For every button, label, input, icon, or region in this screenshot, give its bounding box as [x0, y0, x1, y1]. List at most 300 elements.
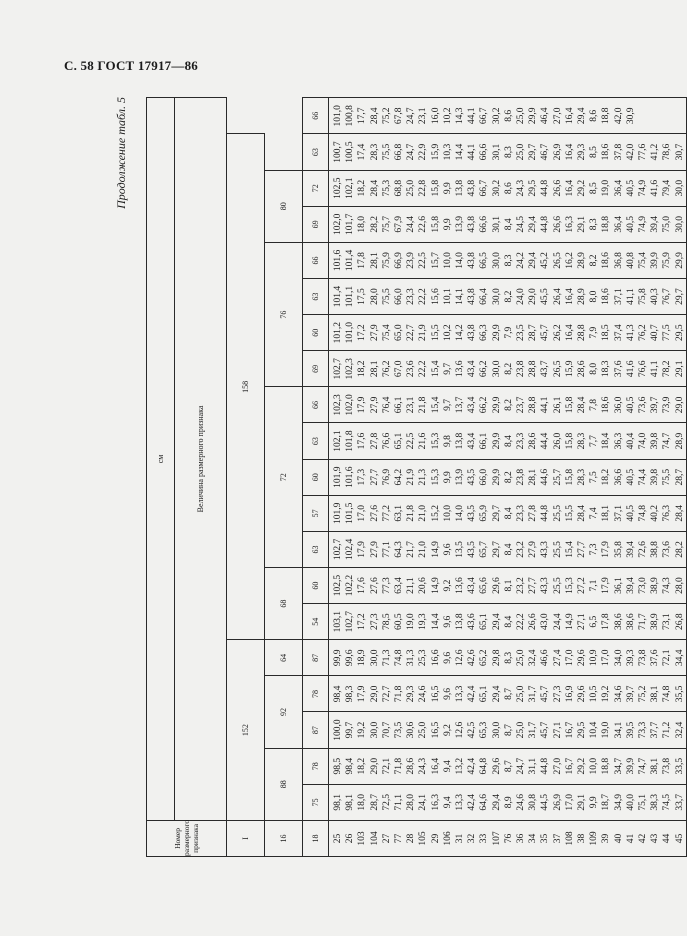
table-cell: 98,4: [333, 685, 343, 703]
table-cell: 9,7: [442, 399, 453, 411]
table-cell: 27,3: [552, 685, 563, 703]
table-cell: 68,8: [394, 179, 405, 197]
table-cell: 39,7: [650, 396, 661, 414]
data-column: [329, 170, 687, 206]
page-header: С. 58 ГОСТ 17917—86: [64, 58, 198, 73]
table-cell: 28,2: [369, 216, 380, 233]
table-cell: 64,8: [479, 757, 490, 775]
table-cell: 99,9: [333, 649, 343, 667]
table-cell: 39,5: [625, 721, 636, 739]
table-cell: 22,2: [516, 613, 527, 630]
table-cell: 26,5: [552, 252, 563, 269]
table-cell: 73,6: [638, 396, 649, 414]
table-cell: 99,6: [345, 649, 356, 667]
table-cell: 72,1: [381, 757, 392, 775]
table-cell: 26,2: [552, 324, 563, 341]
table-cell: 36,3: [613, 432, 624, 450]
table-cell: 42: [638, 833, 649, 844]
table-cell: 38,8: [650, 541, 661, 558]
table-cell: 8,3: [503, 146, 514, 158]
table-cell: 29,7: [491, 541, 502, 558]
table-cell: 42,0: [613, 107, 624, 125]
table-cell: 102,1: [333, 430, 343, 452]
table-cell: 71,7: [638, 613, 649, 630]
table-cell: 78,6: [662, 143, 673, 161]
table-cell: 40,5: [625, 505, 636, 522]
table-cell: 39,9: [625, 757, 636, 775]
header-group-l2: 76: [265, 242, 303, 387]
table-cell: 29,1: [577, 216, 588, 233]
table-cell: 66,6: [479, 143, 490, 161]
table-cell: 32: [467, 833, 478, 844]
table-cell: 34,9: [613, 794, 624, 811]
table-cell: 29,2: [577, 179, 588, 197]
table-cell: 24,2: [516, 252, 527, 269]
table-cell: 39,7: [625, 685, 636, 703]
table-cell: 102,7: [345, 611, 356, 633]
table-cell: 13,3: [455, 685, 466, 703]
table-cell: 10,5: [589, 685, 600, 703]
table-cell: 101,9: [333, 466, 343, 488]
table-cell: 28,6: [406, 757, 417, 775]
table-cell: 17,9: [601, 577, 612, 594]
table-cell: 22,8: [418, 179, 429, 197]
table-cell: 98,5: [333, 757, 343, 775]
table-cell: 29: [430, 833, 441, 844]
table-cell: 28,3: [577, 468, 588, 486]
table-cell: 39,8: [650, 432, 661, 450]
table-cell: 15,4: [430, 360, 441, 378]
table-cell: 15,9: [564, 360, 575, 378]
table-cell: 29,9: [491, 432, 502, 450]
table-cell: 26: [345, 833, 356, 844]
table-cell: 15,4: [430, 396, 441, 414]
table-cell: 76,9: [381, 468, 392, 486]
table-cell: 29,7: [674, 288, 685, 305]
header-subcolumn: 87: [303, 640, 329, 676]
table-cell: 8,4: [503, 435, 514, 447]
table-cell: 74,7: [638, 757, 649, 775]
table-cell: 13,9: [455, 216, 466, 233]
table-cell: 8,4: [503, 218, 514, 231]
table-cell: 75,1: [638, 794, 649, 811]
table-cell: 46,7: [540, 143, 551, 161]
table-cell: 8,7: [503, 760, 514, 773]
table-cell: 29,4: [577, 107, 588, 125]
table-cell: 39,4: [625, 577, 636, 594]
table-cell: 45,2: [540, 252, 551, 269]
table-cell: 34,1: [613, 721, 624, 739]
table-cell: 71,3: [381, 649, 392, 667]
table-cell: 76: [503, 833, 514, 844]
table-cell: 8,7: [503, 688, 514, 700]
table-cell: 33,5: [674, 757, 685, 775]
table-cell: 103,1: [333, 611, 343, 633]
table-cell: 18,8: [601, 216, 612, 233]
table-cell: 34,6: [613, 685, 624, 703]
table-cell: 44,1: [467, 143, 478, 161]
data-column: [329, 531, 687, 567]
header-group-l2: 64: [265, 640, 303, 676]
table-cell: 75,0: [662, 216, 673, 233]
table-cell: 76,6: [381, 432, 392, 450]
table-cell: 102,4: [345, 538, 356, 561]
table-cell: 9,4: [442, 760, 453, 773]
table-cell: 73,8: [662, 757, 673, 775]
table-cell: 9,6: [442, 651, 453, 664]
table-cell: 10,0: [442, 252, 453, 269]
table-cell: 28,8: [577, 324, 588, 341]
table-cell: 16,7: [564, 757, 575, 775]
table-cell: 29,6: [577, 649, 588, 667]
table-cell: 29,9: [528, 107, 539, 125]
table-cell: 27,3: [369, 613, 380, 630]
table-cell: 21,1: [406, 577, 417, 594]
value-header: Величина размерного признака: [175, 98, 227, 821]
table-cell: 24,7: [406, 107, 417, 125]
table-cell: 71,8: [394, 757, 405, 775]
table-cell: 109: [589, 831, 600, 846]
table-cell: 22,6: [418, 216, 429, 233]
table-cell: 9,9: [442, 218, 453, 231]
data-column: [329, 387, 687, 423]
table-cell: 25,3: [418, 649, 429, 667]
table-cell: 18,6: [601, 396, 612, 414]
table-cell: 9,6: [442, 688, 453, 700]
table-cell: 77,6: [638, 143, 649, 161]
table-cell: 16,3: [564, 216, 575, 233]
header-subcolumn: 54: [303, 604, 329, 640]
table-cell: 26,4: [552, 288, 563, 305]
table-cell: 24,5: [516, 216, 527, 233]
table-cell: 28: [406, 833, 417, 844]
table-cell: 36: [516, 833, 527, 844]
table-cell: 29,1: [577, 794, 588, 811]
table-cell: 30,7: [674, 143, 685, 161]
table-cell: 27,6: [369, 505, 380, 522]
table-cell: 15,8: [564, 396, 575, 414]
table-cell: 13,8: [455, 432, 466, 450]
table-cell: 24,3: [516, 179, 527, 197]
table-cell: 101,5: [345, 502, 356, 524]
table-cell: 15,9: [430, 143, 441, 161]
table-cell: 27,9: [369, 324, 380, 341]
table-cell: 29,9: [491, 324, 502, 341]
table-cell: 25: [333, 833, 343, 844]
table-cell: 25,5: [552, 577, 563, 594]
table-cell: 60,5: [394, 613, 405, 630]
table-cell: 76,2: [638, 324, 649, 341]
table-cell: 23,9: [406, 252, 417, 269]
table-cell: 27,1: [577, 613, 588, 630]
table-cell: 8,2: [503, 471, 514, 484]
table-cell: 15,5: [430, 324, 441, 341]
table-cell: 36,4: [613, 216, 624, 233]
table-cell: 75,7: [381, 216, 392, 233]
header-subcolumn: 18: [303, 820, 329, 856]
table-cell: 26,8: [674, 613, 685, 630]
table-cell: 25,7: [552, 468, 563, 486]
table-cell: 74,8: [662, 685, 673, 703]
table-cell: 19,0: [406, 613, 417, 630]
table-cell: 18,7: [601, 794, 612, 811]
table-cell: 16,4: [430, 757, 441, 775]
table-cell: 18,0: [357, 216, 368, 233]
table-cell: 73,1: [662, 613, 673, 630]
table-cell: 7,7: [589, 435, 600, 447]
data-column: [329, 676, 687, 712]
table-cell: 64,2: [394, 468, 405, 486]
table-cell: 43,3: [540, 541, 551, 558]
table-cell: 44,8: [540, 757, 551, 775]
table-cell: 74,5: [662, 794, 673, 811]
table-cell: 66,0: [479, 468, 490, 486]
table-cell: 29,9: [491, 468, 502, 486]
table-cell: 17,0: [564, 649, 575, 667]
table-cell: 75,4: [381, 324, 392, 341]
table-cell: 44: [662, 833, 673, 844]
table-cell: 107: [491, 831, 502, 846]
table-cell: 29,0: [369, 685, 380, 703]
table-cell: 65,1: [479, 685, 490, 703]
table-cell: 27,9: [369, 541, 380, 558]
table-cell: 71,1: [394, 794, 405, 811]
table-cell: 8,5: [589, 146, 600, 158]
table-cell: 40,5: [625, 396, 636, 414]
table-cell: 34,0: [613, 649, 624, 667]
table-cell: 101,8: [345, 430, 356, 452]
table-cell: 103: [357, 831, 368, 846]
table-cell: 13,6: [455, 360, 466, 378]
table-cell: 17,6: [357, 577, 368, 594]
table-cell: 40,5: [625, 468, 636, 486]
table-cell: 10,2: [442, 324, 453, 341]
data-column: [329, 351, 687, 387]
table-cell: 38,9: [650, 613, 661, 630]
table-cell: 70,7: [381, 721, 392, 739]
table-cell: 42,4: [467, 757, 478, 775]
table-cell: 39,4: [625, 541, 636, 558]
table-cell: 27,9: [369, 396, 380, 414]
table-cell: 22,5: [418, 252, 429, 269]
header-subcolumn: 66: [303, 98, 329, 135]
table-cell: 101,4: [333, 285, 343, 308]
table-cell: 8,5: [589, 182, 600, 195]
table-cell: 75,5: [381, 288, 392, 305]
table-cell: 16,4: [564, 324, 575, 341]
table-cell: 22,2: [418, 360, 429, 378]
table-cell: 21,0: [418, 505, 429, 522]
table-cell: 29,0: [674, 396, 685, 414]
table-cell: 24,4: [406, 216, 417, 233]
table-cell: 16,4: [564, 143, 575, 161]
header-subcolumn: 63: [303, 134, 329, 170]
table-cell: 74,9: [638, 216, 649, 233]
table-cell: 66,0: [394, 288, 405, 305]
table-cell: 21,7: [406, 541, 417, 558]
table-cell: 27,8: [369, 432, 380, 450]
table-cell: 16,2: [564, 252, 575, 269]
table-cell: 41,1: [625, 288, 636, 305]
table-cell: 14,4: [430, 613, 441, 630]
table-cell: 27,2: [577, 577, 588, 594]
table-cell: 7,9: [503, 326, 514, 339]
table-cell: 32,4: [674, 721, 685, 739]
table-cell: 28,4: [369, 179, 380, 197]
table-cell: 8,1: [503, 579, 514, 592]
table-cell: 100,0: [333, 719, 343, 741]
table-cell: 43,8: [467, 288, 478, 305]
header-group-l1: I: [227, 820, 265, 856]
table-cell: 15,3: [430, 468, 441, 486]
table-cell: 98,3: [345, 685, 356, 703]
table-cell: 25,0: [418, 721, 429, 739]
table-cell: 14,0: [455, 505, 466, 522]
table-cell: 35,5: [674, 685, 685, 703]
table-cell: 8,3: [503, 651, 514, 664]
table-cell: 14,9: [430, 541, 441, 558]
table-cell: 101,4: [345, 249, 356, 272]
table-cell: 15,7: [430, 252, 441, 269]
header-group-l2: 92: [265, 676, 303, 748]
table-cell: 66,2: [479, 396, 490, 414]
table-cell: 45,5: [540, 288, 551, 305]
table-cell: 43: [650, 833, 661, 844]
table-cell: 9,9: [589, 796, 600, 809]
header-group-l2: 72: [265, 387, 303, 568]
table-cell: 28,8: [528, 360, 539, 378]
table-cell: 28,7: [674, 468, 685, 486]
table-cell: 15,4: [564, 541, 575, 558]
table-cell: 77,1: [381, 541, 392, 558]
table-cell: 28,4: [577, 505, 588, 522]
table-cell: 77,2: [381, 505, 392, 522]
table-cell: 15,5: [564, 505, 575, 522]
table-cell: 24,0: [516, 288, 527, 305]
table-cell: 74,3: [662, 577, 673, 594]
table-cell: 41,3: [625, 324, 636, 341]
table-cell: 40: [613, 833, 624, 844]
table-cell: 36,6: [613, 468, 624, 486]
table-cell: 28,4: [577, 396, 588, 414]
table-cell: 44,5: [540, 794, 551, 811]
table-continuation-caption: Продолжение табл. 5: [114, 97, 128, 209]
table-cell: 27,1: [552, 721, 563, 739]
table-cell: 15,3: [430, 432, 441, 450]
table-cell: 45,7: [540, 721, 551, 739]
table-cell: 73,9: [662, 396, 673, 414]
table-cell: 15,6: [430, 288, 441, 305]
table-cell: 10,1: [442, 288, 453, 305]
table-cell: 39,9: [650, 252, 661, 269]
table-cell: 76,3: [662, 505, 673, 522]
table-cell: 26,9: [552, 794, 563, 811]
table-cell: 7,4: [589, 507, 600, 520]
table-cell: 6,5: [589, 615, 600, 628]
table-cell: 8,9: [503, 796, 514, 809]
table-cell: 26,0: [552, 432, 563, 450]
table-cell: 38,6: [625, 613, 636, 630]
table-cell: 73,3: [638, 721, 649, 739]
table-cell: 16,4: [564, 288, 575, 305]
table-cell: 43,4: [467, 577, 478, 594]
table-cell: 101,2: [333, 322, 343, 344]
table-cell: 26,6: [552, 179, 563, 197]
table-cell: 66,1: [479, 432, 490, 450]
table-cell: 65,7: [479, 541, 490, 558]
table-cell: 13,8: [455, 179, 466, 197]
unit-label: см: [147, 98, 175, 821]
table-cell: 72,5: [381, 794, 392, 811]
table-cell: 14,4: [455, 143, 466, 161]
table-cell: 101,0: [345, 322, 356, 344]
table-cell: 104: [369, 831, 380, 846]
table-cell: 17,3: [357, 468, 368, 486]
table-cell: 13,3: [455, 794, 466, 811]
table-cell: 9,7: [442, 362, 453, 375]
table-cell: 35: [540, 833, 551, 844]
table-cell: 38,1: [650, 757, 661, 775]
table-cell: 38: [577, 833, 588, 844]
table-cell: 13,7: [455, 396, 466, 414]
table-cell: 79,4: [662, 179, 673, 197]
rotated-table-area: [110, 97, 685, 857]
table-cell: 42,6: [467, 649, 478, 667]
header-group-l2: 80: [265, 170, 303, 242]
table-cell: 24,1: [418, 794, 429, 811]
table-cell: 102,0: [345, 394, 356, 416]
table-cell: 27,4: [552, 649, 563, 667]
table-cell: 16,3: [430, 794, 441, 811]
table-cell: 29,9: [491, 396, 502, 414]
table-cell: 28,9: [577, 288, 588, 305]
table-cell: 75,2: [381, 107, 392, 125]
header-subcolumn: 87: [303, 712, 329, 748]
table-cell: 30,0: [491, 288, 502, 305]
table-cell: 21,0: [418, 541, 429, 558]
table-cell: 18,6: [601, 143, 612, 161]
table-cell: 77: [394, 833, 405, 844]
table-cell: 33: [479, 833, 490, 844]
header-subcolumn: 75: [303, 784, 329, 820]
table-cell: 37: [552, 833, 563, 844]
table-cell: 66,5: [479, 252, 490, 269]
table-cell: 67,9: [394, 216, 405, 233]
table-cell: 30,0: [674, 179, 685, 197]
table-cell: 102,3: [333, 394, 343, 416]
table-cell: 105: [418, 831, 429, 846]
table-cell: 30,0: [674, 216, 685, 233]
table-cell: 27,7: [369, 468, 380, 486]
table-cell: 26,5: [552, 360, 563, 378]
table-cell: 40,4: [625, 432, 636, 450]
table-cell: 16,7: [564, 721, 575, 739]
table-cell: 30,0: [491, 360, 502, 378]
table-cell: 41,6: [650, 179, 661, 197]
table-cell: 66,1: [394, 396, 405, 414]
data-column: [329, 748, 687, 784]
table-cell: 39,4: [650, 216, 661, 233]
table-cell: 17,8: [357, 252, 368, 269]
table-cell: 73,5: [394, 721, 405, 739]
table-cell: 40,5: [625, 179, 636, 197]
table-cell: 16,4: [564, 179, 575, 197]
table-cell: 98,1: [333, 794, 343, 811]
table-cell: 29,0: [528, 288, 539, 305]
table-cell: 16,6: [430, 649, 441, 667]
table-cell: 13,9: [455, 468, 466, 486]
table-cell: 41,6: [625, 360, 636, 378]
